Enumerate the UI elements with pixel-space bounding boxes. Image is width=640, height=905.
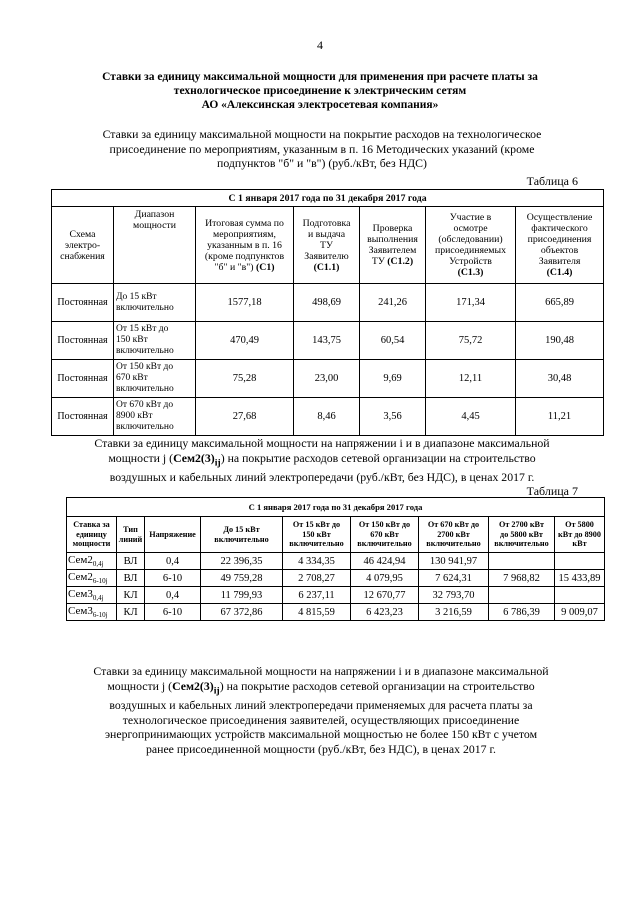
header-r6: От 5800 кВт до 8900 кВт xyxy=(555,517,605,553)
caption-line: подпунктов "б" и "в") (руб./кВт, без НДС) xyxy=(217,156,427,170)
caption-line: присоединение по мероприятиям, указанным в п. 16 Методических указаний (кроме xyxy=(109,141,535,156)
table7-label: Таблица 7 xyxy=(526,484,578,498)
document-title xyxy=(60,70,580,112)
paragraph-line: воздушных и кабельных линий электропередачи применяемых для расчета платы за xyxy=(109,698,533,713)
table-row: Постоянная До 15 кВт включительно 1577,18 498,69 241,26 171,34 665,89 xyxy=(52,284,604,322)
table7-period: С 1 января 2017 года по 31 декабря 2017 года xyxy=(67,498,605,517)
table-row: Постоянная От 150 кВт до 670 кВт включительно 75,28 23,00 9,69 12,11 30,48 xyxy=(52,360,604,398)
paragraph-line: мощности j $(Сем2(3)_{ij})$ на покрытие расходов сетевой организации на строительство xyxy=(107,678,535,696)
paragraph-line: энергопринимающих устройств максимальной мощностью не более 150 кВт с учетом xyxy=(104,727,538,742)
header-r1: До 15 кВт включительно xyxy=(201,517,283,553)
table-row: Постоянная От 670 кВт до 8900 кВт включительно 27,68 8,46 3,56 4,45 11,21 xyxy=(52,398,604,436)
title-line-3: АО «Алексинская электросетевая компания» xyxy=(201,99,439,111)
table-7 xyxy=(66,497,605,621)
paragraph-line: технологическое присоединения заявителей, осуществляющих присоединение xyxy=(122,712,520,727)
header-rate: Ставка за единицу мощности xyxy=(67,517,117,553)
header-c14: Осуществление фактического присоединения объектов Заявителя (С1.4) xyxy=(516,207,604,284)
header-r3: От 150 кВт до 670 кВт включительно xyxy=(351,517,419,553)
caption-line: мощности j $(Сем2(3)_{ij})$ на покрытие расходов сетевой организации на строительство xyxy=(108,450,536,468)
table6-period: С 1 января 2017 года по 31 декабря 2017 года xyxy=(52,190,604,207)
header-c13: Участие в осмотре (обследовании) присоединяемых Устройств (С1.3) xyxy=(426,207,516,284)
paragraph-line: Ставки за единицу максимальной мощности на напряжении i и в диапазоне максимальной xyxy=(93,664,549,678)
caption-line: Ставки за единицу максимальной мощности на напряжении i и в диапазоне максимальной xyxy=(94,436,550,450)
paragraph-line: ранее присоединенной мощности (руб./кВт, без НДС), в ценах 2017 г. xyxy=(146,741,496,756)
table-row: $Сем2_{6-10j}$ ВЛ 6-10 49 759,28 2 708,27 4 079,95 7 624,31 7 968,82 15 433,89 xyxy=(67,570,605,587)
title-line-2: технологическое присоединение к электрическим сетям xyxy=(173,85,467,97)
caption-line: воздушных и кабельных линий электропередачи (руб./кВт, без НДС), в ценах 2017 г. xyxy=(109,470,535,485)
header-r4: От 670 кВт до 2700 кВт включительно xyxy=(419,517,489,553)
table7-caption xyxy=(70,436,574,485)
page-number: 4 xyxy=(317,38,323,52)
table6-caption xyxy=(72,127,572,171)
header-c12: Проверка выполнения Заявителем ТУ (С1.2) xyxy=(360,207,426,284)
table6-label: Таблица 6 xyxy=(526,174,578,188)
header-voltage: Напряжение xyxy=(145,517,201,553)
final-paragraph xyxy=(78,664,564,756)
table-row: $Сем3_{6-10j}$ КЛ 6-10 67 372,86 4 815,59 6 423,23 3 216,59 6 786,39 9 009,07 xyxy=(67,604,605,621)
table-row: Постоянная От 15 кВт до 150 кВт включительно 470,49 143,75 60,54 75,72 190,48 xyxy=(52,322,604,360)
header-total: Итоговая сумма по мероприятиям, указанным в п. 16 (кроме подпунктов "б" и "в") (С1) xyxy=(196,207,294,284)
header-r5: От 2700 кВт до 5800 кВт включительно xyxy=(489,517,555,553)
title-line-1: Ставки за единицу максимальной мощности для применения при расчете платы за xyxy=(102,71,538,83)
caption-line: Ставки за единицу максимальной мощности на покрытие расходов на технологическое xyxy=(102,127,542,141)
header-c11: Подготовка и выдача ТУ Заявителю (С1.1) xyxy=(294,207,360,284)
header-line-type: Тип линий xyxy=(117,517,145,553)
table-row: $Сем2_{0,4j}$ ВЛ 0,4 22 396,35 4 334,35 46 424,94 130 941,97 xyxy=(67,553,605,570)
table-row: $Сем3_{0,4j}$ КЛ 0,4 11 799,93 6 237,11 12 670,77 32 793,70 xyxy=(67,587,605,604)
table-6 xyxy=(51,189,604,436)
header-range: Диапазон мощности xyxy=(114,207,196,284)
header-scheme: Схема электро- снабжения xyxy=(52,207,114,284)
header-r2: От 15 кВт до 150 кВт включительно xyxy=(283,517,351,553)
